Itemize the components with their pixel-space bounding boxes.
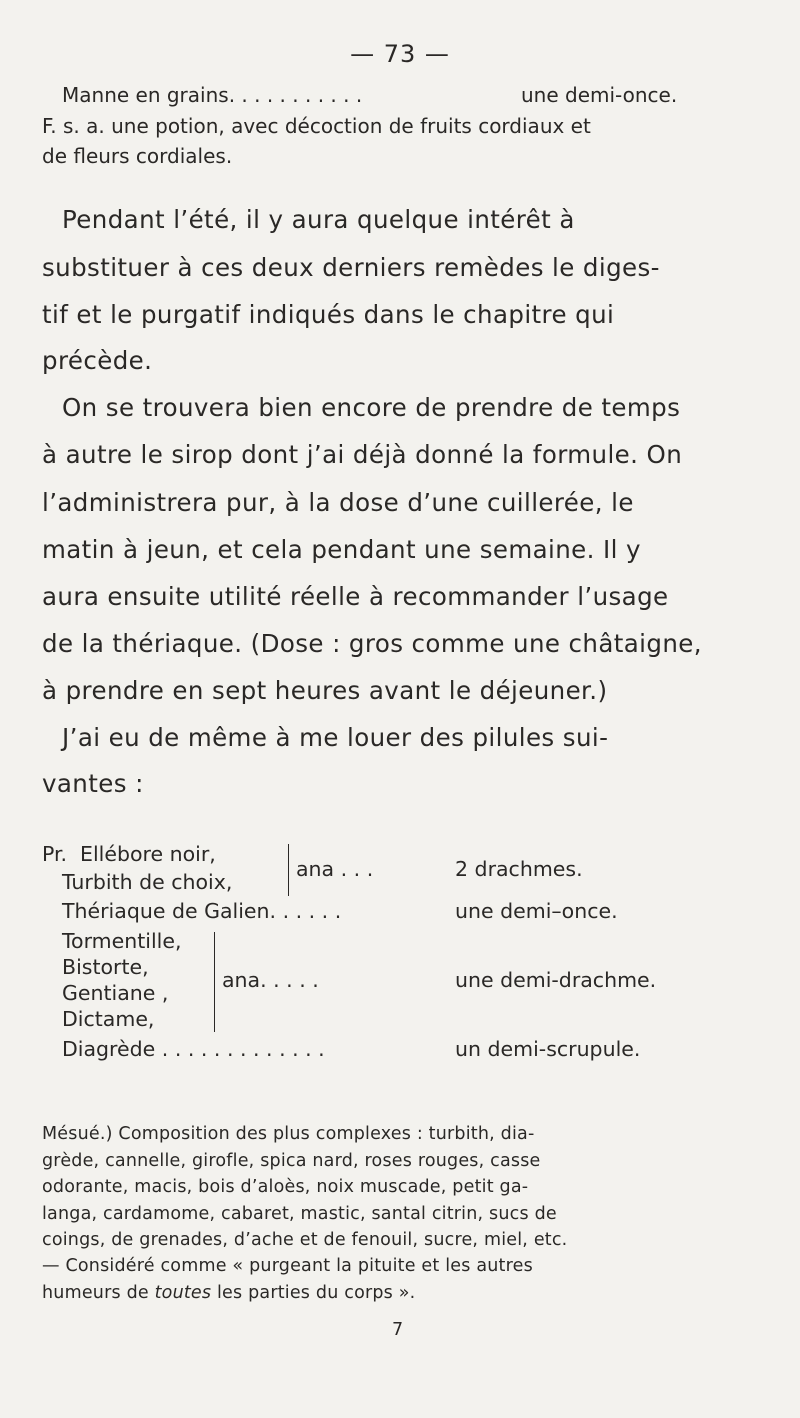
recipe-item: Dictame, [62,1007,155,1031]
paragraph-line: substituer à ces deux derniers remèdes le diges- [42,253,660,282]
manne-ingredient: Manne en grains. . . . . . . . . . . [62,83,363,107]
intro-line-3: de fleurs cordiales. [42,144,233,168]
paragraph-line: l’administrera pur, à la dose d’une cuillerée, le [42,488,634,517]
recipe-dose: 2 drachmes. [455,857,583,881]
emphasis-word: toutes [154,1283,212,1303]
page-number-header: — 73 — [350,40,450,68]
paragraph-line: J’ai eu de même à me louer des pilules sui- [62,723,609,752]
recipe-ana: ana . . . [296,857,374,881]
paragraph-line: matin à jeun, et cela pendant une semaine. Il y [42,535,641,564]
footnote-line: — Considéré comme « purgeant la pituite et les autres [42,1256,533,1276]
brace-icon [214,932,215,1032]
footnote-line: grède, cannelle, girofle, spica nard, roses rouges, casse [42,1151,541,1171]
paragraph-line: à prendre en sept heures avant le déjeuner.) [42,676,608,705]
recipe-ana: ana. . . . . [222,968,319,992]
footnote-line: langa, cardamome, cabaret, mastic, santal citrin, sucs de [42,1204,557,1224]
paragraph-line: Pendant l’été, il y aura quelque intérêt à [62,205,575,234]
recipe-dose: un demi-scrupule. [455,1037,641,1061]
paragraph-line: de la thériaque. (Dose : gros comme une châtaigne, [42,629,702,658]
recipe-dose: une demi–once. [455,899,618,923]
recipe-item: Gentiane , [62,981,169,1005]
brace-icon [288,844,289,896]
intro-line-2: F. s. a. une potion, avec décoction de fruits cordiaux et [42,114,591,138]
recipe-item: Tormentille, [62,929,182,953]
footnote-line: odorante, macis, bois d’aloès, noix muscade, petit ga- [42,1177,529,1197]
recipe-item: Bistorte, [62,955,149,979]
manne-dose: une demi-once. [521,83,678,107]
paragraph-line: aura ensuite utilité réelle à recommander l’usage [42,582,669,611]
paragraph-line: vantes : [42,769,144,798]
paragraph-line: à autre le sirop dont j’ai déjà donné la formule. On [42,440,683,469]
recipe-item: Diagrède . . . . . . . . . . . . . [62,1037,325,1061]
recipe-prefix: Pr. [42,842,68,866]
paragraph-line: précède. [42,346,153,375]
recipe-item: Turbith de choix, [62,870,233,894]
recipe-item: Thériaque de Galien. . . . . . [62,899,342,923]
footnote-line: Mésué.) Composition des plus complexes : turbith, dia- [42,1124,535,1144]
footnote-marker: 7 [392,1320,404,1340]
paragraph-line: tif et le purgatif indiqués dans le chapitre qui [42,300,615,329]
footnote-line: humeurs de toutes les parties du corps ». [42,1283,416,1303]
paragraph-line: On se trouvera bien encore de prendre de temps [62,393,681,422]
recipe-dose: une demi-drachme. [455,968,657,992]
recipe-item: Ellébore noir, [80,842,216,866]
footnote-line: coings, de grenades, d’ache et de fenouil, sucre, miel, etc. [42,1230,568,1250]
